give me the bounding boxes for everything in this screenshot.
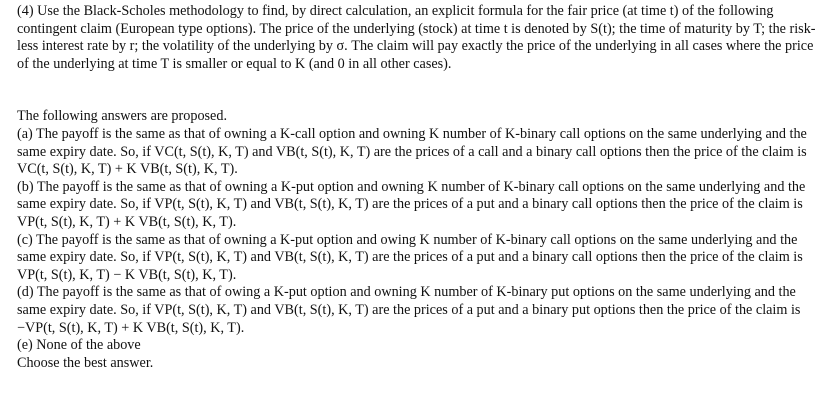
question-text: (4) Use the Black-Scholes methodology to find, by direct calculation, an explicit formula for the fair price (at time t) of the following contingent claim (European type options). The price of the underlying (stock) at time t is denoted by S(t); the time of maturity by T; the risk-less interest rate by r; the volatility of the underlying by σ. The claim will pay exactly the price of the underlying in all cases where the price of the underlying at time T is smaller or equal to K (and 0 in all other cases).: [17, 3, 816, 72]
closing-text: Choose the best answer.: [17, 354, 154, 371]
option-label: (a): [17, 125, 33, 142]
option-c: [17, 232, 817, 285]
option-text: The payoff is the same as that of owing a K-put option and owning K number of K-binary put options on the same underlying and the same expiry date. So, if VP(t, S(t), K, T) and VB(t, S(t), K, T) are the prices of a put and a binary put options then the price of the claim is −VP(t, S(t), K, T) + K VB(t, S(t), K, T).: [17, 284, 801, 336]
option-a: [17, 126, 817, 179]
option-label: (e): [17, 337, 33, 354]
option-e: [17, 337, 817, 355]
option-text: The payoff is the same as that of owning a K-put option and owing K number of K-binary call options on the same underlying and the same expiry date. So, if VP(t, S(t), K, T) and VB(t, S(t), K, T) are the prices of a put and a binary call options then the price of the claim is VP(t, S(t), K, T) − K VB(t, S(t), K, T).: [17, 231, 803, 283]
document: [17, 3, 817, 372]
answers-intro: The following answers are proposed.: [17, 108, 227, 125]
option-b: [17, 179, 817, 232]
spacer: [17, 73, 817, 108]
option-text: The payoff is the same as that of owning a K-put option and owning K number of K-binary call options on the same underlying and the same expiry date. So, if VP(t, S(t), K, T) and VB(t, S(t), K, T) are the prices of a put and a binary call options then the price of the claim is VP(t, S(t), K, T) + K VB(t, S(t), K, T).: [17, 178, 806, 230]
option-text: The payoff is the same as that of owning a K-call option and owning K number of K-binary call options on the same underlying and the same expiry date. So, if VC(t, S(t), K, T) and VB(t, S(t), K, T) are the prices of a call and a binary call options then the price of the claim is VC(t, S(t), K, T) + K VB(t, S(t), K, T).: [17, 125, 807, 178]
option-label: (b): [17, 178, 34, 195]
option-text: None of the above: [36, 337, 141, 354]
option-d: [17, 284, 817, 337]
option-label: (c): [17, 231, 33, 248]
option-label: (d): [17, 284, 34, 301]
